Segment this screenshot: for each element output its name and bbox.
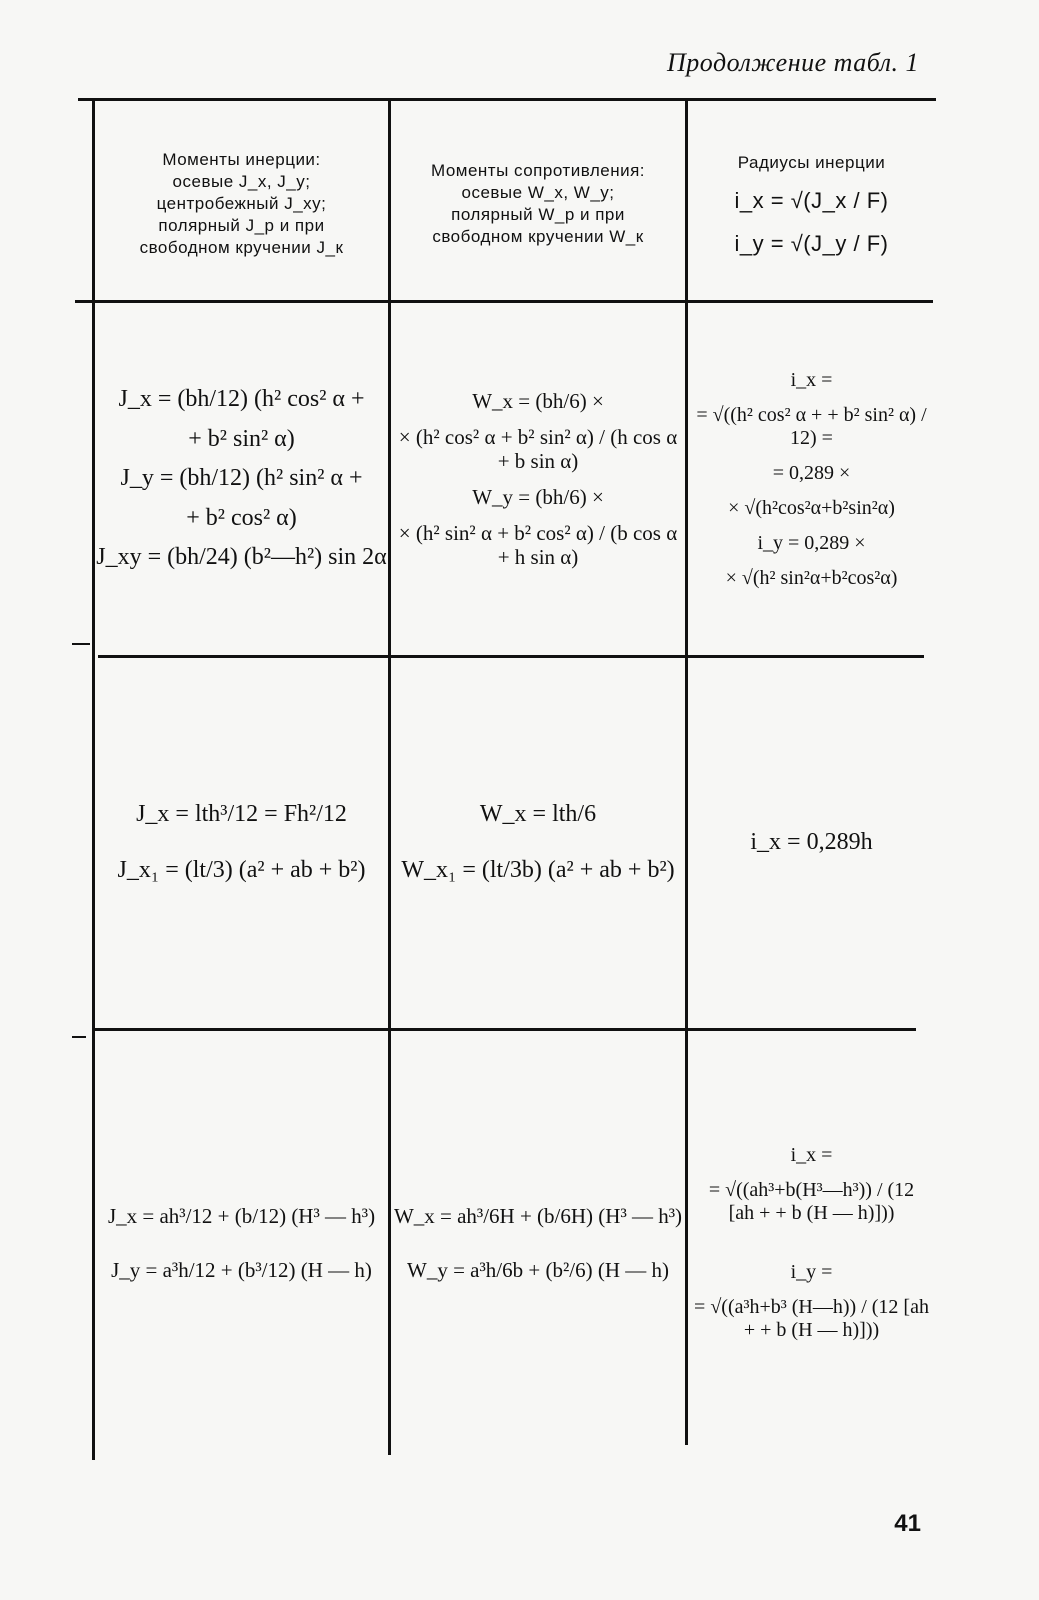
row1-col2 bbox=[392, 305, 684, 653]
row2-col2-line2: W_x₁ = (lt/3b) (a² + ab + b²) bbox=[401, 857, 675, 883]
header-col1-line1: Моменты инерции: bbox=[162, 150, 321, 169]
header-bottom-rule bbox=[75, 300, 933, 303]
row1-col2-line1: W_x = (bh/6) × bbox=[472, 388, 604, 413]
row2-bottom-rule bbox=[94, 1028, 916, 1031]
row2-col2 bbox=[392, 660, 684, 1026]
row3-col3-line3: i_y = bbox=[790, 1261, 833, 1283]
row3-col3-line2: = √((ah³+b(H³—h³)) / (12 [ah + + b (H — h)])) bbox=[708, 1179, 915, 1224]
header-col1-line2: осевые J_x, J_y; bbox=[172, 172, 311, 191]
row1-col3-line3: = 0,289 × bbox=[772, 461, 851, 484]
row1-col1-line2: + b² sin² α) bbox=[188, 425, 295, 452]
header-col3-ix: i_x = √(J_x / F) bbox=[734, 187, 889, 213]
row2-col1-line1: J_x = lth³/12 = Fh²/12 bbox=[136, 801, 347, 828]
row3-col1 bbox=[95, 1033, 388, 1453]
header-col1 bbox=[95, 110, 388, 298]
left-tick-2 bbox=[72, 1036, 86, 1038]
row2-col1 bbox=[95, 660, 388, 1026]
row1-col3-line1: i_x = bbox=[790, 368, 833, 391]
row1-col3-line6: × √(h² sin²α+b²cos²α) bbox=[725, 566, 898, 589]
row3-col3 bbox=[689, 1033, 934, 1453]
mid-column-rule bbox=[388, 100, 391, 1455]
header-col3 bbox=[689, 110, 934, 298]
row3-col1-line1: J_x = ah³/12 + (b/12) (H³ — h³) bbox=[107, 1203, 376, 1228]
row1-col1-line4: + b² cos² α) bbox=[186, 504, 297, 531]
header-col1-line4: полярный J_p и при bbox=[158, 216, 325, 235]
row1-col3 bbox=[689, 305, 934, 653]
row1-col2-line4: × (h² sin² α + b² cos² α) / (b cos α + h sin α) bbox=[398, 521, 678, 570]
header-col1-line5: свободном кручении J_к bbox=[139, 238, 344, 257]
row1-col3-line2: = √((h² cos² α + + b² sin² α) / 12) = bbox=[696, 403, 927, 449]
row2-col1-line2: J_x₁ = (lt/3) (a² + ab + b²) bbox=[117, 857, 366, 883]
header-col2-line3: полярный W_p и при bbox=[451, 205, 625, 224]
header-col2-line1: Моменты сопротивления: bbox=[430, 161, 646, 180]
row3-col3-line4: = √((a³h+b³ (H—h)) / (12 [ah + + b (H — h)])) bbox=[694, 1296, 929, 1341]
table-caption: Продолжение табл. 1 bbox=[667, 48, 919, 77]
row3-col1-line2: J_y = a³h/12 + (b³/12) (H — h) bbox=[111, 1258, 372, 1282]
row3-col2-line1: W_x = ah³/6H + (b/6H) (H³ — h³) bbox=[393, 1203, 683, 1228]
row1-bottom-rule bbox=[98, 655, 924, 658]
header-col2-line4: свободном кручении W_к bbox=[432, 227, 644, 246]
row2-col2-line1: W_x = lth/6 bbox=[479, 801, 597, 828]
right-column-rule bbox=[685, 100, 688, 1445]
row3-col3-line1: i_x = bbox=[790, 1144, 833, 1166]
row1-col1-line1: J_x = (bh/12) (h² cos² α + bbox=[118, 386, 365, 413]
page-number: 41 bbox=[894, 1510, 921, 1537]
table-top-rule bbox=[78, 98, 936, 101]
header-col2-line2: осевые W_x, W_y; bbox=[461, 183, 615, 202]
row1-col3-line4: × √(h²cos²α+b²sin²α) bbox=[728, 496, 895, 519]
header-col1-line3: центробежный J_xy; bbox=[156, 194, 327, 213]
header-col3-iy: i_y = √(J_y / F) bbox=[734, 231, 889, 256]
row1-col3-line5: i_y = 0,289 × bbox=[757, 531, 866, 554]
row2-col3 bbox=[689, 660, 934, 1026]
row1-col2-line2: × (h² cos² α + b² sin² α) / (h cos α + b sin α) bbox=[398, 424, 678, 473]
header-col3-title: Радиусы инерции bbox=[737, 152, 886, 172]
row3-col2 bbox=[392, 1033, 684, 1453]
row2-col3-line1: i_x = 0,289h bbox=[750, 829, 873, 856]
row1-col2-line3: W_y = (bh/6) × bbox=[472, 485, 604, 509]
row1-col1 bbox=[95, 305, 388, 653]
row1-col1-line5: J_xy = (bh/24) (b²—h²) sin 2α bbox=[96, 544, 387, 571]
row3-col2-line2: W_y = a³h/6b + (b²/6) (H — h) bbox=[407, 1258, 669, 1282]
header-col2 bbox=[392, 110, 684, 298]
row1-col1-line3: J_y = (bh/12) (h² sin² α + bbox=[120, 465, 363, 492]
left-tick-1 bbox=[72, 643, 90, 645]
